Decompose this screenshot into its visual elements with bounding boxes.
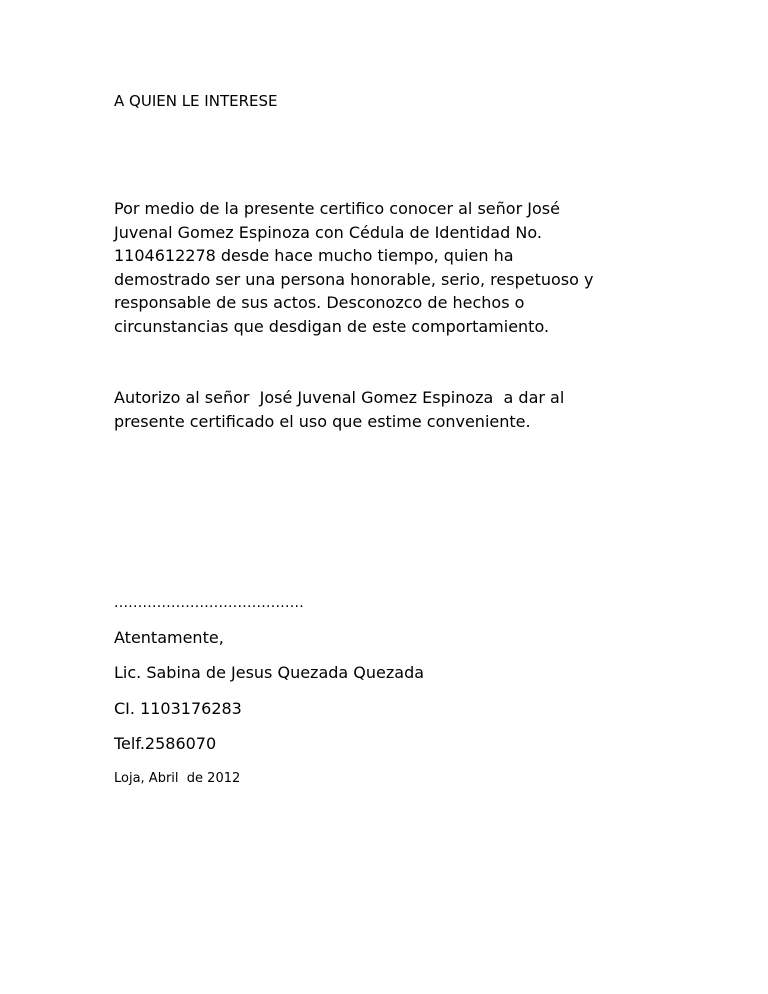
- paragraph-line: demostrado ser una persona honorable, serio, respetuoso y: [114, 269, 594, 289]
- signer-name: Lic. Sabina de Jesus Quezada Quezada: [114, 663, 425, 682]
- authorization-paragraph: [114, 386, 674, 433]
- signature-line: ........................................: [114, 595, 305, 611]
- paragraph-line: Por medio de la presente certifico conocer al señor José: [114, 199, 560, 218]
- paragraph-line: Autorizo al señor José Juvenal Gomez Espinoza a dar al: [114, 388, 565, 407]
- document-heading: A QUIEN LE INTERESE: [114, 92, 278, 110]
- paragraph-line: presente certificado el uso que estime conveniente.: [114, 411, 531, 431]
- paragraph-line: responsable de sus actos. Desconozco de hechos o: [114, 293, 525, 313]
- paragraph-line: 1104612278 desde hace mucho tiempo, quien ha: [114, 246, 514, 266]
- signer-id: CI. 1103176283: [114, 699, 242, 718]
- paragraph-line: Juvenal Gomez Espinoza con Cédula de Identidad No.: [114, 222, 542, 242]
- signer-phone: Telf.2586070: [114, 734, 217, 753]
- closing-text: Atentamente,: [114, 628, 224, 647]
- place-date: Loja, Abril de 2012: [114, 771, 241, 786]
- certification-paragraph: [114, 197, 674, 339]
- paragraph-line: circunstancias que desdigan de este comportamiento.: [114, 316, 550, 336]
